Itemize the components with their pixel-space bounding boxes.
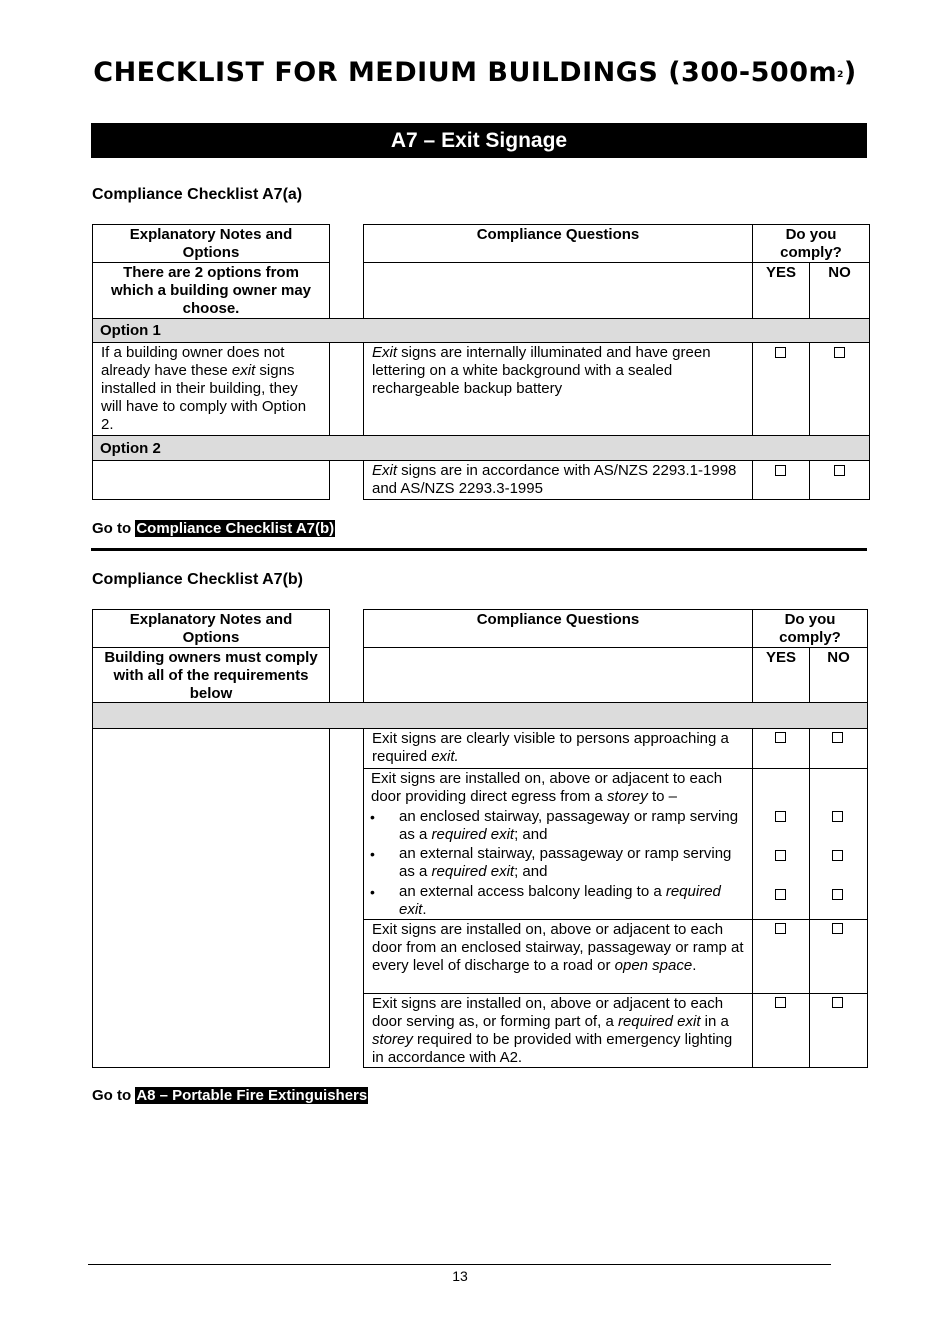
checklist-b-heading: Compliance Checklist A7(b): [92, 571, 304, 588]
option-1-yes-checkbox[interactable]: [775, 347, 786, 358]
goto-b: Go to A8 – Portable Fire Extinguishers: [92, 1087, 368, 1104]
no-header: NO: [809, 647, 868, 703]
section-divider: [91, 548, 867, 551]
bullet-dot: •: [370, 846, 375, 862]
intro-question-empty: [363, 262, 753, 319]
q3-yes-checkbox[interactable]: [775, 923, 786, 934]
question-2-bullet-2: an external stairway, passageway or ramp serving as a required exit; and: [399, 845, 732, 880]
q4-yes-checkbox[interactable]: [775, 997, 786, 1008]
goto-checklist-b-link[interactable]: Compliance Checklist A7(b): [136, 520, 335, 537]
q2-b2-yes-checkbox[interactable]: [775, 850, 786, 861]
option-1-note: If a building owner does not already have these exit signs installed in their building, they will have to comply with Option 2.: [92, 342, 330, 436]
page-number: 13: [452, 1268, 468, 1284]
intro-note: There are 2 options from which a building owner may choose.: [92, 262, 330, 319]
option-1-label: Option 1: [100, 322, 161, 339]
q2-b1-no-checkbox[interactable]: [832, 811, 843, 822]
bullet-dot: •: [370, 884, 375, 900]
requirements-note-empty: [92, 728, 330, 1068]
q2-b3-no-checkbox[interactable]: [832, 889, 843, 900]
intro-note: Building owners must comply with all of the requirements below: [92, 647, 330, 703]
col-notes-header: Explanatory Notes and Options: [92, 224, 330, 263]
q1-yes-checkbox[interactable]: [775, 732, 786, 743]
question-2: Exit signs are installed on, above or adjacent to each door providing direct egress from a storey to –: [371, 770, 723, 805]
col-comply-header: Do you comply?: [752, 224, 870, 263]
footer-rule: [88, 1264, 831, 1265]
no-header: NO: [809, 262, 870, 319]
col-questions-header: Compliance Questions: [363, 224, 753, 263]
option-2-question: Exit signs are in accordance with AS/NZS 2293.1-1998 and AS/NZS 2293.3-1995: [363, 460, 753, 500]
requirements-band: [92, 702, 868, 729]
col-comply-header: Do you comply?: [752, 609, 868, 648]
yes-header: YES: [752, 647, 810, 703]
option-2-no-checkbox[interactable]: [834, 465, 845, 476]
yes-header: YES: [752, 262, 810, 319]
q2-b2-no-checkbox[interactable]: [832, 850, 843, 861]
q3-no-checkbox[interactable]: [832, 923, 843, 934]
option-1-no-checkbox[interactable]: [834, 347, 845, 358]
checklist-a-heading: Compliance Checklist A7(a): [92, 186, 303, 203]
goto-a8-link[interactable]: A8 – Portable Fire Extinguishers: [136, 1087, 368, 1104]
option-1-band: [92, 318, 870, 343]
page-title: CHECKLIST FOR MEDIUM BUILDINGS $(300-500m^2)$: [93, 57, 857, 88]
question-4: Exit signs are installed on, above or adjacent to each door serving as, or forming part of, a required exit in a storey required to be provided with emergency lighting in accordance with A2.: [363, 993, 753, 1068]
col-notes-header: Explanatory Notes and Options: [92, 609, 330, 648]
q2-b1-yes-checkbox[interactable]: [775, 811, 786, 822]
question-2-bullet-3: an external access balcony leading to a required exit.: [399, 883, 721, 918]
question-1: Exit signs are clearly visible to persons approaching a required exit.: [363, 728, 753, 769]
intro-question-empty: [363, 647, 753, 703]
q1-no-checkbox[interactable]: [832, 732, 843, 743]
question-3: Exit signs are installed on, above or adjacent to each door from an enclosed stairway, passageway or ramp at every level of discharge to a road or open space.: [363, 919, 753, 994]
goto-a: Go to Compliance Checklist A7(b): [92, 520, 335, 537]
section-heading: A7 – Exit Signage: [91, 123, 867, 158]
q4-no-checkbox[interactable]: [832, 997, 843, 1008]
q2-b3-yes-checkbox[interactable]: [775, 889, 786, 900]
col-questions-header: Compliance Questions: [363, 609, 753, 648]
option-2-note-empty: [92, 460, 330, 500]
option-2-yes-checkbox[interactable]: [775, 465, 786, 476]
bullet-dot: •: [370, 809, 375, 825]
option-1-question: Exit signs are internally illuminated and have green lettering on a white background with a sealed rechargeable backup battery: [363, 342, 753, 436]
option-2-label: Option 2: [100, 440, 161, 457]
question-2-bullet-1: an enclosed stairway, passageway or ramp serving as a required exit; and: [399, 808, 739, 843]
option-2-band: [92, 435, 870, 461]
